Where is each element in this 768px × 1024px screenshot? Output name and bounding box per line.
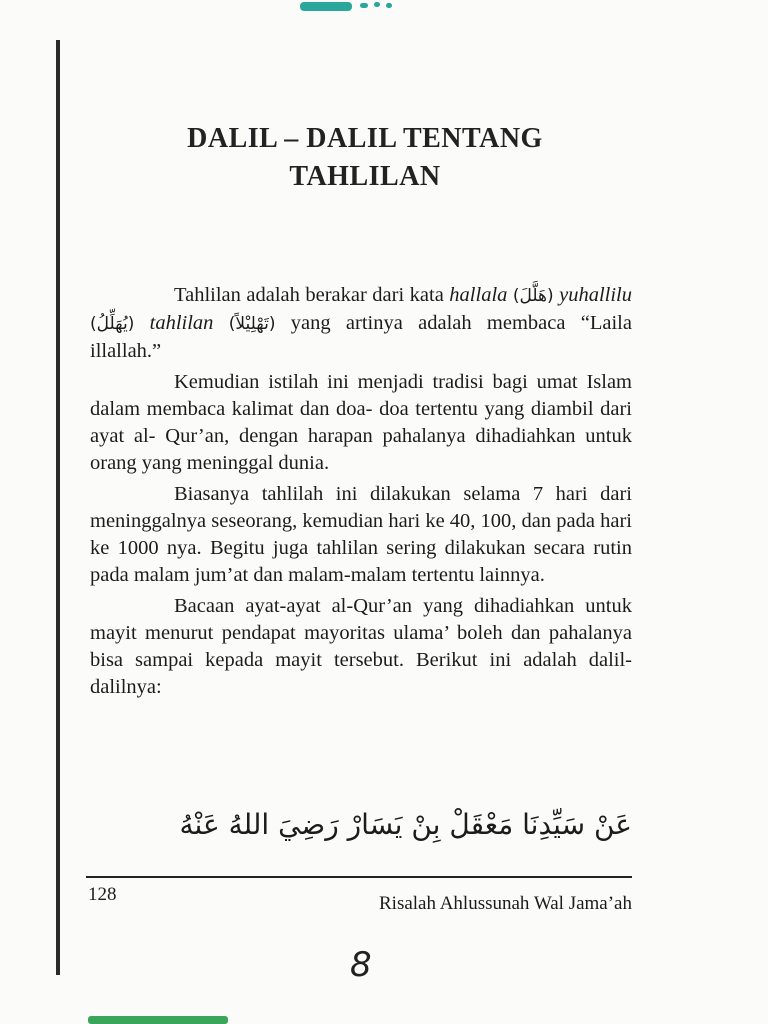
page-title bbox=[90, 120, 640, 196]
paragraph-3 bbox=[90, 481, 632, 589]
p1-text-1: Tahlilan adalah berakar dari kata bbox=[174, 284, 450, 306]
term-yuhallilu: yuhallilu bbox=[553, 284, 632, 306]
paragraph-2-text: Kemudian istilah ini menjadi tradisi bagi umat Islam dalam membaca kalimat dan doa- doa tertentu yang diambil dari ayat al- Qur’an, dengan harapan pahalanya dihadiahkan untuk orang yang meninggal dunia. bbox=[90, 371, 632, 474]
title-line-2: TAHLILAN bbox=[289, 161, 441, 192]
handwritten-mark: 8 bbox=[350, 945, 372, 985]
arabic-tahlilan: (تَهْلِيْلاً) bbox=[228, 314, 276, 334]
paragraph-1 bbox=[90, 282, 632, 365]
top-tab-mark bbox=[300, 0, 392, 12]
paragraph-3-text: Biasanya tahlilah ini dilakukan selama 7 hari dari meninggalnya seseorang, kemudian hari ke 40, 100, dan pada hari ke 1000 nya. Begitu juga tahlilan sering dilakukan secara rutin pada malam jum’at dan malam-malam tertentu lainnya. bbox=[90, 483, 632, 586]
arabic-yuhallilu: (يُهَلِّلُ) bbox=[90, 314, 135, 334]
paragraph-4-text: Bacaan ayat-ayat al-Qur’an yang dihadiahkan untuk mayit menurut pendapat mayoritas ulama’ boleh dan pahalanya bisa sampai kepada mayit tersebut. Berikut ini adalah dalil-dalilnya: bbox=[90, 595, 632, 698]
paragraph-2 bbox=[90, 369, 632, 477]
p1-text-2: yang artinya adalah membaca “Laila illallah.” bbox=[90, 312, 632, 362]
arabic-quote: عَنْ سَيِّدِنَا مَعْقَلْ بِنْ يَسَارْ رَضِيَ اللهُ عَنْهُ bbox=[179, 808, 632, 841]
bottom-tab-mark bbox=[88, 1016, 228, 1024]
running-footer-title: Risalah Ahlussunah Wal Jama’ah bbox=[379, 893, 632, 914]
title-line-1: DALIL – DALIL TENTANG bbox=[187, 123, 543, 154]
page-spine-edge bbox=[56, 40, 60, 975]
footer-divider bbox=[86, 876, 632, 878]
arabic-hallala: (هَلَّلَ) bbox=[512, 286, 554, 306]
paragraph-4 bbox=[90, 593, 632, 701]
term-hallala: hallala bbox=[449, 284, 508, 306]
page-number: 128 bbox=[88, 884, 117, 905]
term-tahlilan: tahlilan bbox=[134, 312, 229, 334]
body-text bbox=[90, 282, 632, 705]
